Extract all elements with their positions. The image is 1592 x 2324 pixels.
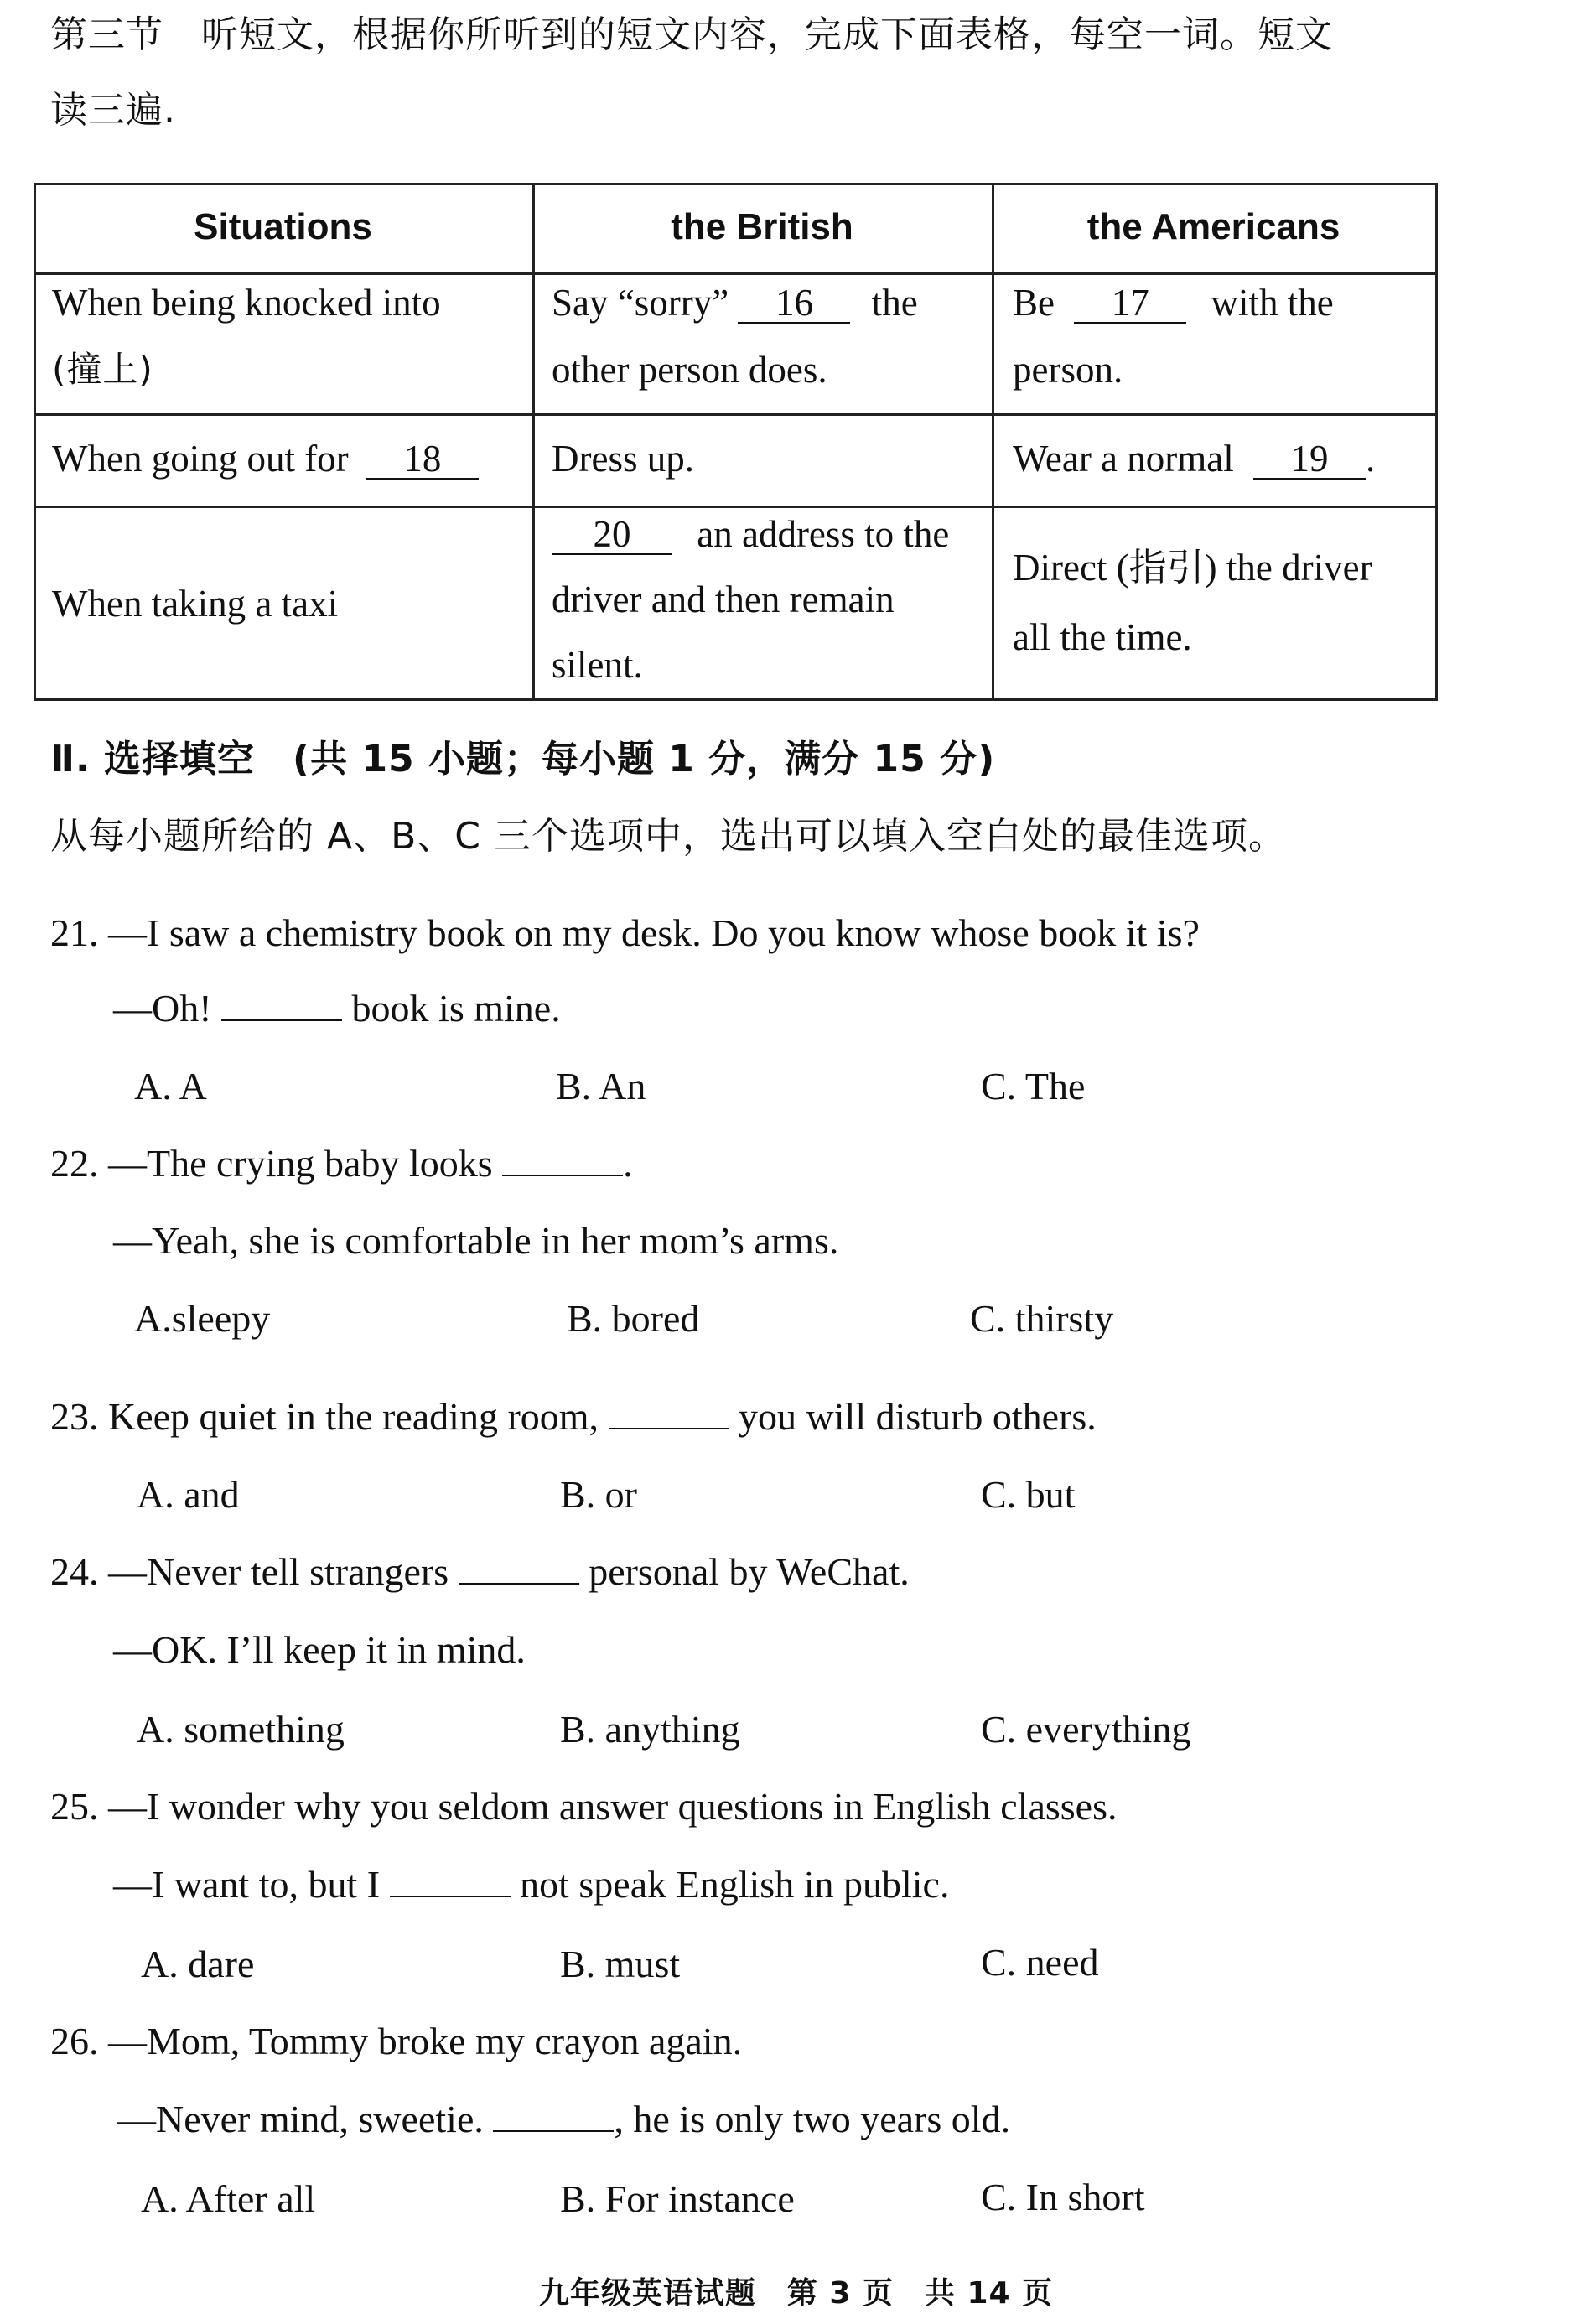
- answer-blank-22[interactable]: [502, 1175, 623, 1176]
- row3-british-post: an address to the: [697, 513, 950, 555]
- row1-american-post: with the: [1211, 282, 1334, 324]
- option-21-b[interactable]: B. An: [556, 1065, 646, 1108]
- question-number: 25.: [50, 1785, 99, 1828]
- option-21-a[interactable]: A. A: [134, 1065, 207, 1108]
- question-21-line2: [113, 989, 561, 1028]
- question-text: —I saw a chemistry book on my desk. Do you know whose book it is?: [108, 911, 1200, 954]
- question-26-line2: [117, 2100, 1010, 2139]
- question-22-line2: —Yeah, she is comfortable in her mom’s arms.: [113, 1219, 839, 1262]
- row3-british-line3: silent.: [552, 644, 643, 686]
- option-25-a[interactable]: A. dare: [141, 1943, 255, 1985]
- question-text: —Mom, Tommy broke my crayon again.: [108, 2020, 743, 2062]
- question-text: —Never tell strangers: [108, 1550, 449, 1593]
- row1-british-line2: other person does.: [552, 349, 827, 391]
- blank-20[interactable]: 20: [552, 516, 672, 555]
- option-21-c[interactable]: C. The: [981, 1065, 1086, 1108]
- page-footer: 九年级英语试题 第 3 页 共 14 页: [538, 2276, 1054, 2311]
- section2-title: Ⅱ. 选择填空 (共 15 小题；每小题 1 分，满分 15 分): [50, 738, 996, 781]
- question-text: —The crying baby looks: [108, 1142, 493, 1185]
- option-24-c[interactable]: C. everything: [981, 1708, 1191, 1751]
- header-americans: the Americans: [1086, 206, 1340, 247]
- question-text: , he is only two years old.: [614, 2098, 1011, 2140]
- row3-american-line1: Direct (指引) the driver: [1013, 547, 1372, 589]
- row1-american-line2: person.: [1013, 349, 1123, 391]
- option-26-a[interactable]: A. After all: [141, 2177, 316, 2220]
- row2-situation: [52, 426, 479, 491]
- row1-american-pre: Be: [1013, 282, 1055, 324]
- row2-situation-pre: When going out for: [52, 438, 349, 480]
- section3-heading-line1: 第三节 听短文，根据你所听到的短文内容，完成下面表格，每空一词。短文: [50, 13, 1333, 56]
- option-26-b[interactable]: B. For instance: [560, 2177, 795, 2220]
- option-25-b[interactable]: B. must: [560, 1943, 681, 1985]
- section3-heading-line2: 读三遍.: [50, 89, 176, 132]
- row3-american-line2: all the time.: [1013, 616, 1192, 658]
- option-22-a[interactable]: A.sleepy: [134, 1297, 271, 1340]
- header-british: the British: [671, 206, 853, 247]
- question-text: —Never mind, sweetie.: [117, 2098, 484, 2140]
- question-24-line1: [50, 1550, 910, 1593]
- option-22-b[interactable]: B. bored: [567, 1297, 700, 1340]
- header-situations: Situations: [194, 206, 372, 247]
- question-text: book is mine.: [351, 987, 561, 1030]
- question-number: 24.: [50, 1550, 99, 1593]
- question-text: Keep quiet in the reading room,: [108, 1395, 599, 1438]
- blank-19[interactable]: 19: [1253, 440, 1366, 480]
- row1-situation-line2: (撞上): [52, 349, 153, 390]
- answer-blank-23[interactable]: [609, 1428, 729, 1429]
- question-number: 22.: [50, 1142, 99, 1185]
- row1-british-pre: Say “sorry”: [552, 282, 729, 324]
- row1-british-post: the: [871, 282, 918, 324]
- answer-blank-21[interactable]: [221, 1019, 342, 1021]
- question-21-line1: [50, 911, 1200, 954]
- option-24-a[interactable]: A. something: [137, 1708, 345, 1751]
- blank-17[interactable]: 17: [1074, 284, 1186, 324]
- question-number: 26.: [50, 2020, 99, 2062]
- question-number: 21.: [50, 911, 99, 954]
- question-text: —I want to, but I: [113, 1863, 381, 1906]
- question-25-line1: [50, 1787, 1118, 1826]
- question-23-line1: [50, 1395, 1097, 1438]
- row3-british-line2: driver and then remain: [552, 578, 895, 620]
- listening-table: [34, 183, 1438, 701]
- question-text: .: [623, 1142, 633, 1185]
- answer-blank-26[interactable]: [493, 2130, 614, 2132]
- question-26-line1: [50, 2022, 742, 2061]
- row2-british: Dress up.: [552, 438, 694, 480]
- option-23-a[interactable]: A. and: [137, 1473, 240, 1516]
- blank-16[interactable]: 16: [738, 284, 850, 324]
- row1-american-line1: [1013, 270, 1334, 335]
- row2-american-pre: Wear a normal: [1013, 438, 1234, 480]
- question-text: you will disturb others.: [739, 1395, 1097, 1438]
- question-text: —I wonder why you seldom answer questions in English classes.: [108, 1785, 1118, 1828]
- question-25-line2: [113, 1865, 949, 1904]
- blank-18[interactable]: 18: [366, 440, 479, 480]
- option-22-c[interactable]: C. thirsty: [970, 1297, 1114, 1340]
- row3-situation: When taking a taxi: [52, 583, 339, 625]
- answer-blank-25[interactable]: [390, 1896, 511, 1897]
- option-25-c[interactable]: C. need: [981, 1941, 1099, 1984]
- question-text: not speak English in public.: [520, 1863, 950, 1906]
- question-number: 23.: [50, 1395, 99, 1438]
- row3-british-line1: [552, 501, 949, 567]
- option-23-c[interactable]: C. but: [981, 1473, 1076, 1516]
- row1-british-line1: [552, 270, 918, 335]
- row2-american: [1013, 426, 1375, 491]
- option-26-c[interactable]: C. In short: [981, 2176, 1145, 2218]
- answer-blank-24[interactable]: [459, 1583, 579, 1585]
- question-text: personal by WeChat.: [589, 1550, 910, 1593]
- option-24-b[interactable]: B. anything: [560, 1708, 740, 1751]
- option-23-b[interactable]: B. or: [560, 1473, 637, 1516]
- question-22-line1: [50, 1144, 633, 1183]
- question-24-line2: —OK. I’ll keep it in mind.: [113, 1628, 526, 1671]
- row2-american-post: .: [1366, 438, 1376, 480]
- row1-situation-line1: When being knocked into: [52, 282, 441, 324]
- section2-instruction: 从每小题所给的 A、B、C 三个选项中，选出可以填入空白处的最佳选项。: [50, 815, 1286, 858]
- question-text: —Oh!: [113, 987, 212, 1030]
